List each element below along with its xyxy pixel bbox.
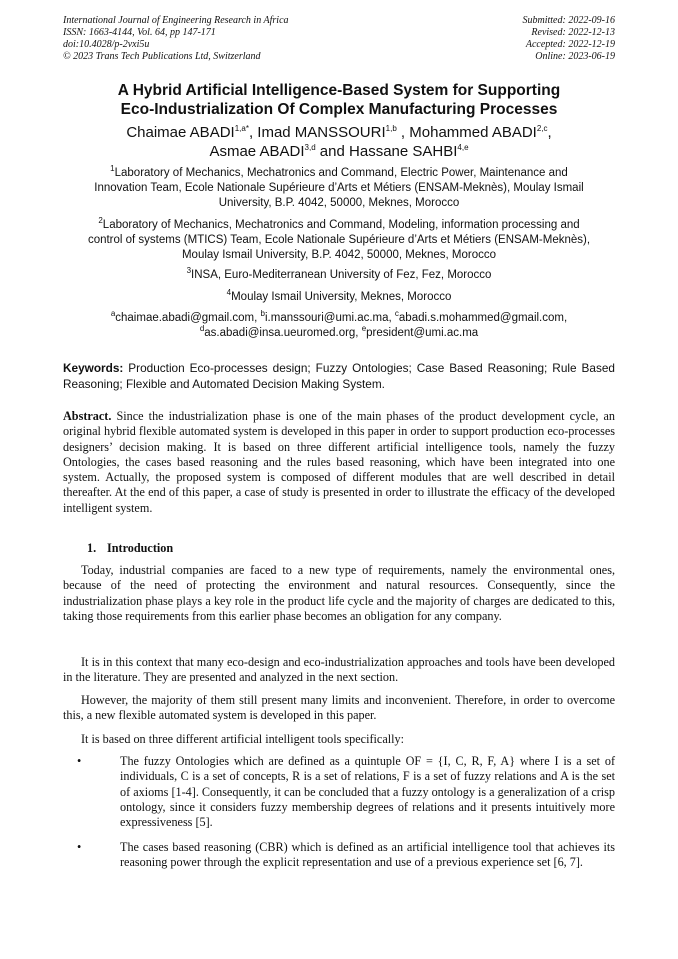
email-sup: a [110,309,116,319]
journal-name: International Journal of Engineering Research in Africa [63,15,289,26]
dates-header [523,15,616,63]
author-name: Hassane SAHBI [349,143,458,160]
email-text: i.manssouri@umi.ac.ma, [265,312,395,324]
paragraph: It is in this context that many eco-design and eco-industrialization approaches and tools have been developed in the literature. They are presented and analyzed in the next section. [63,655,615,685]
email-text: as.abadi@insa.ueuromed.org, [204,327,362,339]
email-sup: d [199,324,205,334]
affil-text: INSA, Euro-Mediterranean University of Fez, Fez, Morocco [191,269,492,281]
copyright-line: © 2023 Trans Tech Publications Ltd, Switzerland [63,51,261,62]
affil-sup: 1 [110,164,115,174]
affil-text: Laboratory of Mechanics, Mechatronics and Command, Modeling, information processing and [102,219,580,231]
paragraph: However, the majority of them still present many limits and inconvenient. Therefore, in order to overcome this, a new flexible automated system is developed in this paper. [63,693,615,723]
affil-sup: 2 [98,216,103,226]
abstract-label: Abstract. [63,409,112,423]
affiliation-3 [50,268,628,283]
author-affil-sup: 1,a* [234,124,249,133]
author-line-1 [40,123,638,142]
affil-text: Innovation Team, Ecole Nationale Supérieure d’Arts et Métiers (ENSAM-Meknès), Moulay Ismail [94,182,584,194]
author-separator: , [396,124,410,141]
email-sup: c [394,309,399,319]
keywords-label: Keywords: [63,361,124,375]
affil-text: Moulay Ismail University, Meknes, Morocco [231,291,452,303]
title-line-1: A Hybrid Artificial Intelligence-Based System for Supporting [117,82,561,99]
author-name: Chaimae ABADI [126,124,235,141]
affil-text: Moulay Ismail University, B.P. 4042, 50000, Meknes, Morocco [181,249,497,261]
author-list [40,123,638,161]
affil-text: University, B.P. 4042, 50000, Meknes, Morocco [218,197,460,209]
author-affil-sup: 4,e [457,143,469,152]
author-name: Asmae ABADI [209,143,305,160]
section-title: Introduction [107,541,174,555]
email-text: president@umi.ac.ma [366,327,479,339]
journal-header [63,15,289,63]
email-text: abadi.s.mohammed@gmail.com, [398,312,568,324]
bullet-mark: • [77,840,82,854]
affiliation-4 [50,290,628,305]
paper-title [40,81,638,119]
keywords-text: Production Eco-processes design; Fuzzy Ontologies; Case Based Reasoning; Rule Based Reasoning; Flexible and Automated Decision Making System. [63,361,615,391]
author-name: Mohammed ABADI [409,124,537,141]
email-list [50,311,628,341]
email-text: chaimae.abadi@gmail.com, [115,312,261,324]
affil-text: Laboratory of Mechanics, Mechatronics and Command, Electric Power, Maintenance and [114,167,568,179]
email-sup: b [260,309,265,319]
accepted-date: Accepted: 2022-12-19 [525,39,615,50]
affil-sup: 3 [186,266,192,276]
doi-line: doi:10.4028/p-2vxi5u [63,39,150,50]
list-item-text: The fuzzy Ontologies which are defined as a quintuple OF = {I, C, R, F, A} where I is a set of individuals, C is a set of concepts, R is a set of relations, F is a set of fuzzy relations and A is the set of axioms [1-4]. Consequently, it can be concluded that a fuzzy ontology is a generalization of a crisp ontology, since it considers fuzzy membership degrees of relations and it presents intuitively more expressiveness [5]. [120,754,616,830]
title-line-2: Eco-Industrialization Of Complex Manufacturing Processes [120,101,558,118]
submitted-date: Submitted: 2022-09-16 [522,15,615,26]
abstract-text: Since the industrialization phase is one of the main phases of the product development cycle, an original hybrid flexible automated system is developed in this paper in order to support production eco-processes designers’ decision making. It is based on three different artificial intelligence tools, namely the fuzzy Ontologies, the cases based reasoning and the rules based reasoning, which have been integrated into one system. Actually, the proposed system is composed of different modules that are well described in detail thereafter. At the end of this paper, a case of study is presented in order to illustrate the efficacy of the developed intelligent system. [63,409,615,515]
paragraph: It is based on three different artificial intelligent tools specifically: [81,732,404,746]
revised-date: Revised: 2022-12-13 [531,27,615,38]
author-separator: , [248,124,258,141]
list-item-text: The cases based reasoning (CBR) which is defined as an artificial intelligence tool that achieves its reasoning power through the explicit representation and use of a previous experience set [6, 7]. [120,840,615,870]
abstract-block [63,409,615,516]
online-date: Online: 2023-06-19 [535,51,615,62]
section-heading [87,541,173,556]
bullet-mark: • [77,754,82,768]
affil-sup: 4 [226,288,232,298]
paragraph: Today, industrial companies are faced to a new type of requirements, namely the environmental ones, because of the need of protecting the environment and natural resources. Consequently, since the industrialization phase plays a key role in the product life cycle and the majority of charges are dedicated to this, taking those requirements from this earlier phase becomes an obligation for any company. [63,563,615,623]
affil-text: control of systems (MTICS) Team, Ecole Nationale Supérieure d’Arts et Métiers (ENSAM-Meknès), [87,234,591,246]
keywords-block [63,360,615,392]
author-separator: and [315,143,350,160]
author-affil-sup: 2,c [536,124,548,133]
author-separator: , [547,124,552,141]
author-name: Imad MANSSOURI [257,124,386,141]
list-item [63,754,615,830]
author-affil-sup: 3,d [304,143,316,152]
affiliation-1 [50,166,628,211]
author-affil-sup: 1,b [385,124,397,133]
section-number: 1. [87,541,97,555]
affiliation-2 [50,218,628,263]
author-line-2 [40,142,638,161]
list-item [63,840,615,871]
issn-line: ISSN: 1663-4144, Vol. 64, pp 147-171 [63,27,216,38]
email-sup: e [361,324,367,334]
